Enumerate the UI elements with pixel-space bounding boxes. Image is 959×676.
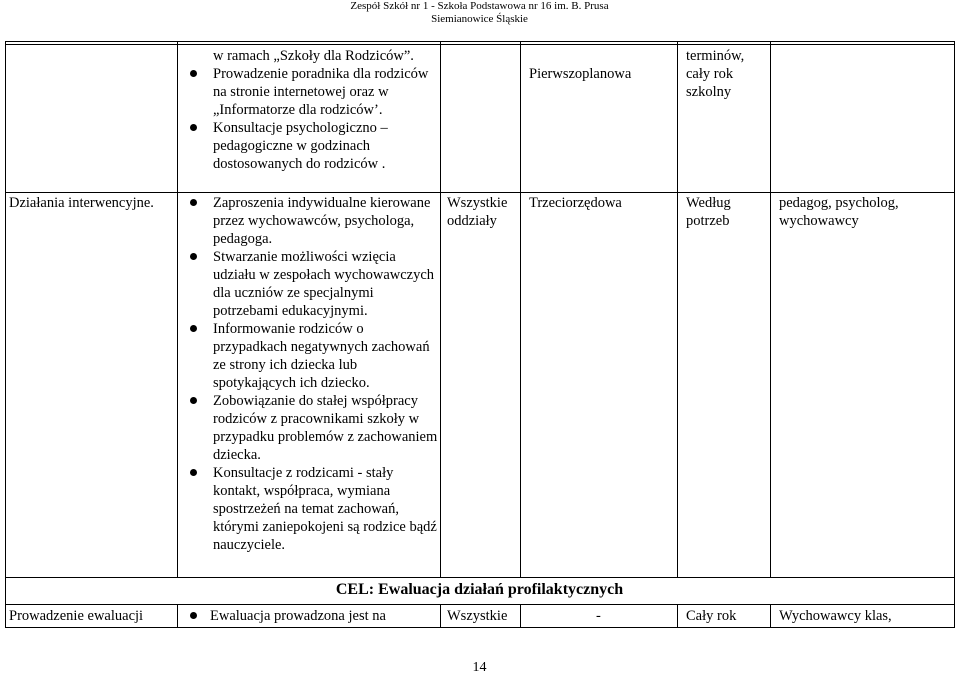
page-header xyxy=(0,0,959,26)
evaluation-term: Cały rok xyxy=(686,608,737,624)
section-title: CEL: Ewaluacja działań profilaktycznych xyxy=(335,581,624,598)
list-item: Zaproszenia indywidualne kierowane przez wychowawców, psychologa, pedagoga. xyxy=(186,194,438,248)
col-border xyxy=(677,604,678,627)
top-row-term: terminów, cały rok szkolny xyxy=(686,48,745,100)
top-row-bullets xyxy=(186,47,436,173)
list-item: Prowadzenie poradnika dla rodziców na stronie internetowej oraz w „Informatorze dla rodziców’. xyxy=(186,65,436,119)
bullet-icon xyxy=(190,253,197,260)
header-school-name: Zespół Szkół nr 1 - Szkoła Podstawowa nr 16 im. B. Prusa xyxy=(350,0,609,12)
col-border xyxy=(677,41,678,577)
table-bottom-border xyxy=(5,627,955,628)
bullet-icon xyxy=(190,612,197,619)
bullet-icon xyxy=(190,70,197,77)
col-border xyxy=(440,41,441,577)
row-divider xyxy=(5,577,955,578)
list-item: Zobowiązanie do stałej współpracy rodziców z pracownikami szkoły w przypadku problemów z zachowaniem dziecka. xyxy=(186,392,438,464)
bullet-icon xyxy=(190,124,197,131)
bullet-icon xyxy=(190,469,197,476)
list-item: Konsultacje z rodzicami - stały kontakt, współpraca, wymiana spostrzeżeń na temat zachowań, którymi zaniepokojeni są rodzice bądź nauczyciele. xyxy=(186,464,438,554)
col-border xyxy=(520,604,521,627)
bullet-icon xyxy=(190,199,197,206)
evaluation-bullets xyxy=(186,607,438,625)
intervention-target: Wszystkie oddziały xyxy=(447,195,508,229)
intervention-responsible: pedagog, psycholog, wychowawcy xyxy=(779,195,899,229)
intervention-bullets xyxy=(186,194,438,554)
bullet-icon xyxy=(190,397,197,404)
row-divider xyxy=(5,192,955,193)
col-border xyxy=(177,41,178,577)
list-item: w ramach „Szkoły dla Rodziców”. xyxy=(213,48,414,64)
evaluation-label: Prowadzenie ewaluacji xyxy=(9,608,144,624)
col-border xyxy=(5,41,6,627)
intervention-term: Według potrzeb xyxy=(686,195,731,229)
intervention-priority: Trzeciorzędowa xyxy=(529,195,622,211)
col-border xyxy=(954,41,955,627)
col-border xyxy=(770,604,771,627)
list-item: Ewaluacja prowadzona jest na xyxy=(186,607,438,625)
col-border xyxy=(520,41,521,577)
intervention-label: Działania interwencyjne. xyxy=(9,195,154,211)
bullet-icon xyxy=(190,325,197,332)
evaluation-responsible: Wychowawcy klas, xyxy=(779,608,892,624)
table-top-border xyxy=(5,41,955,42)
row-divider xyxy=(5,604,955,605)
header-city: Siemianowice Śląskie xyxy=(431,13,528,25)
list-item: Stwarzanie możliwości wzięcia udziału w zespołach wychowawczych dla uczniów ze specjalnymi potrzebami edukacyjnymi. xyxy=(186,248,438,320)
col-border xyxy=(770,41,771,577)
evaluation-target: Wszystkie xyxy=(447,608,508,624)
list-item: Konsultacje psychologiczno – pedagogiczne w godzinach dostosowanych do rodziców . xyxy=(186,119,436,173)
list-item: Informowanie rodziców o przypadkach negatywnych zachowań ze strony ich dziecka lub spotykających ich dziecko. xyxy=(186,320,438,392)
top-row-priority: Pierwszoplanowa xyxy=(529,66,632,82)
col-border xyxy=(440,604,441,627)
page-number: 14 xyxy=(472,660,487,675)
col-border xyxy=(177,604,178,627)
evaluation-priority: - xyxy=(596,608,601,624)
table-top-border-inner xyxy=(5,44,955,45)
